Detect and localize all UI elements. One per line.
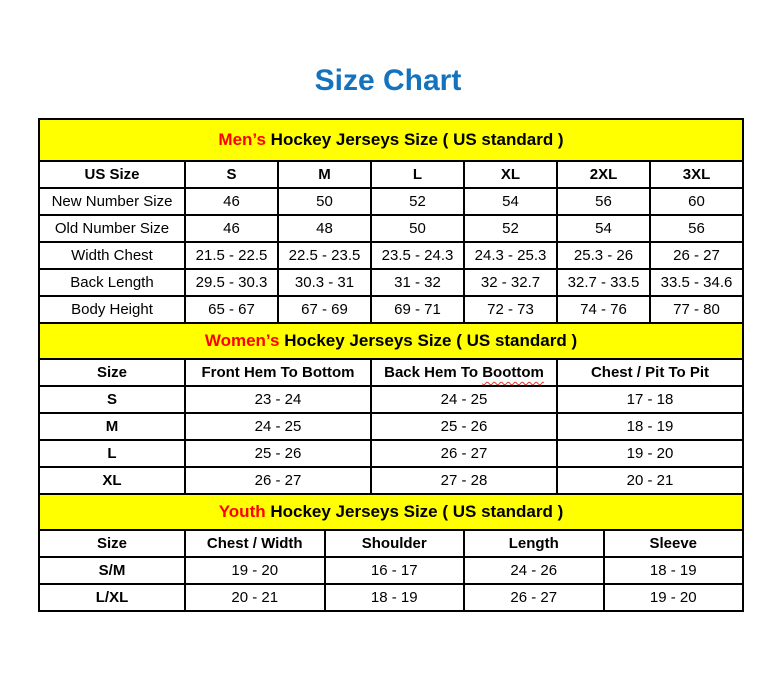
column-header-length: Length — [464, 530, 604, 557]
row-label: S — [39, 386, 185, 413]
youth-size-table — [38, 493, 744, 612]
column-header-s: S — [185, 161, 278, 188]
size-value-cell: 26 - 27 — [185, 467, 371, 494]
row-label: New Number Size — [39, 188, 185, 215]
row-label: XL — [39, 467, 185, 494]
mens-column-header-row — [39, 161, 743, 188]
column-header-m: M — [278, 161, 371, 188]
column-header-xl: XL — [464, 161, 557, 188]
youth-section-header — [39, 494, 743, 530]
size-value-cell: 31 - 32 — [371, 269, 464, 296]
size-value-cell: 56 — [557, 188, 650, 215]
size-value-cell: 16 - 17 — [325, 557, 465, 584]
size-value-cell: 33.5 - 34.6 — [650, 269, 743, 296]
table-row-width-chest — [39, 242, 743, 269]
mens-section-title — [39, 119, 743, 161]
size-value-cell: 25 - 26 — [185, 440, 371, 467]
size-value-cell: 22.5 - 23.5 — [278, 242, 371, 269]
row-label: M — [39, 413, 185, 440]
row-label: Back Length — [39, 269, 185, 296]
size-value-cell: 77 - 80 — [650, 296, 743, 323]
womens-section-title-highlight: Women’s — [204, 331, 280, 350]
size-value-cell: 54 — [557, 215, 650, 242]
size-value-cell: 17 - 18 — [557, 386, 743, 413]
size-value-cell: 50 — [278, 188, 371, 215]
table-row-womens-xl — [39, 467, 743, 494]
womens-column-header-row — [39, 359, 743, 386]
size-value-cell: 54 — [464, 188, 557, 215]
size-value-cell: 46 — [185, 188, 278, 215]
size-value-cell: 24 - 25 — [371, 386, 557, 413]
size-value-cell: 27 - 28 — [371, 467, 557, 494]
size-value-cell: 20 - 21 — [557, 467, 743, 494]
womens-size-table — [38, 322, 744, 495]
womens-section-title — [39, 323, 743, 359]
size-value-cell: 18 - 19 — [604, 557, 744, 584]
table-row-womens-l — [39, 440, 743, 467]
size-value-cell: 69 - 71 — [371, 296, 464, 323]
mens-section-title-highlight: Men’s — [218, 130, 266, 149]
column-header-front-hem: Front Hem To Bottom — [185, 359, 371, 386]
size-value-cell: 46 — [185, 215, 278, 242]
size-value-cell: 19 - 20 — [557, 440, 743, 467]
table-row-womens-s — [39, 386, 743, 413]
row-label: L/XL — [39, 584, 185, 611]
row-label: S/M — [39, 557, 185, 584]
column-header-back-hem — [371, 359, 557, 386]
size-value-cell: 67 - 69 — [278, 296, 371, 323]
womens-section-title-rest: Hockey Jerseys Size ( US standard ) — [279, 331, 578, 350]
column-header-shoulder: Shoulder — [325, 530, 465, 557]
mens-section-header — [39, 119, 743, 161]
column-header-3xl: 3XL — [650, 161, 743, 188]
size-value-cell: 56 — [650, 215, 743, 242]
column-header-sleeve: Sleeve — [604, 530, 744, 557]
size-value-cell: 26 - 27 — [371, 440, 557, 467]
size-chart — [38, 118, 744, 612]
size-value-cell: 52 — [371, 188, 464, 215]
table-row-new-number-size — [39, 188, 743, 215]
size-value-cell: 74 - 76 — [557, 296, 650, 323]
row-label: L — [39, 440, 185, 467]
size-value-cell: 19 - 20 — [604, 584, 744, 611]
size-value-cell: 24 - 25 — [185, 413, 371, 440]
size-value-cell: 50 — [371, 215, 464, 242]
size-value-cell: 19 - 20 — [185, 557, 325, 584]
youth-section-title — [39, 494, 743, 530]
size-value-cell: 23.5 - 24.3 — [371, 242, 464, 269]
womens-section-header — [39, 323, 743, 359]
size-value-cell: 24.3 - 25.3 — [464, 242, 557, 269]
column-header-size: Size — [39, 359, 185, 386]
size-value-cell: 24 - 26 — [464, 557, 604, 584]
size-value-cell: 26 - 27 — [464, 584, 604, 611]
table-row-youth-lxl — [39, 584, 743, 611]
table-row-body-height — [39, 296, 743, 323]
size-value-cell: 32 - 32.7 — [464, 269, 557, 296]
youth-column-header-row — [39, 530, 743, 557]
table-row-back-length — [39, 269, 743, 296]
column-header-size: Size — [39, 530, 185, 557]
size-value-cell: 52 — [464, 215, 557, 242]
row-label: Old Number Size — [39, 215, 185, 242]
table-row-youth-sm — [39, 557, 743, 584]
size-value-cell: 65 - 67 — [185, 296, 278, 323]
size-value-cell: 23 - 24 — [185, 386, 371, 413]
youth-section-title-rest: Hockey Jerseys Size ( US standard ) — [265, 502, 564, 521]
back-hem-label-prefix: Back Hem To — [384, 364, 483, 381]
row-label: Width Chest — [39, 242, 185, 269]
size-value-cell: 60 — [650, 188, 743, 215]
column-header-l: L — [371, 161, 464, 188]
size-value-cell: 20 - 21 — [185, 584, 325, 611]
youth-section-title-highlight: Youth — [218, 502, 266, 521]
column-header-us-size: US Size — [39, 161, 185, 188]
mens-section-title-rest: Hockey Jerseys Size ( US standard ) — [265, 130, 564, 149]
column-header-2xl: 2XL — [557, 161, 650, 188]
size-value-cell: 48 — [278, 215, 371, 242]
size-value-cell: 72 - 73 — [464, 296, 557, 323]
mens-size-table — [38, 118, 744, 324]
size-value-cell: 21.5 - 22.5 — [185, 242, 278, 269]
size-value-cell: 29.5 - 30.3 — [185, 269, 278, 296]
page-title: Size Chart — [314, 64, 462, 97]
size-value-cell: 25 - 26 — [371, 413, 557, 440]
size-value-cell: 26 - 27 — [650, 242, 743, 269]
column-header-chest-width: Chest / Width — [185, 530, 325, 557]
row-label: Body Height — [39, 296, 185, 323]
table-row-womens-m — [39, 413, 743, 440]
column-header-chest-pit: Chest / Pit To Pit — [557, 359, 743, 386]
size-value-cell: 18 - 19 — [325, 584, 465, 611]
back-hem-label-misspelled: Boottom — [482, 364, 544, 381]
table-row-old-number-size — [39, 215, 743, 242]
size-value-cell: 25.3 - 26 — [557, 242, 650, 269]
size-value-cell: 32.7 - 33.5 — [557, 269, 650, 296]
size-value-cell: 30.3 - 31 — [278, 269, 371, 296]
size-value-cell: 18 - 19 — [557, 413, 743, 440]
